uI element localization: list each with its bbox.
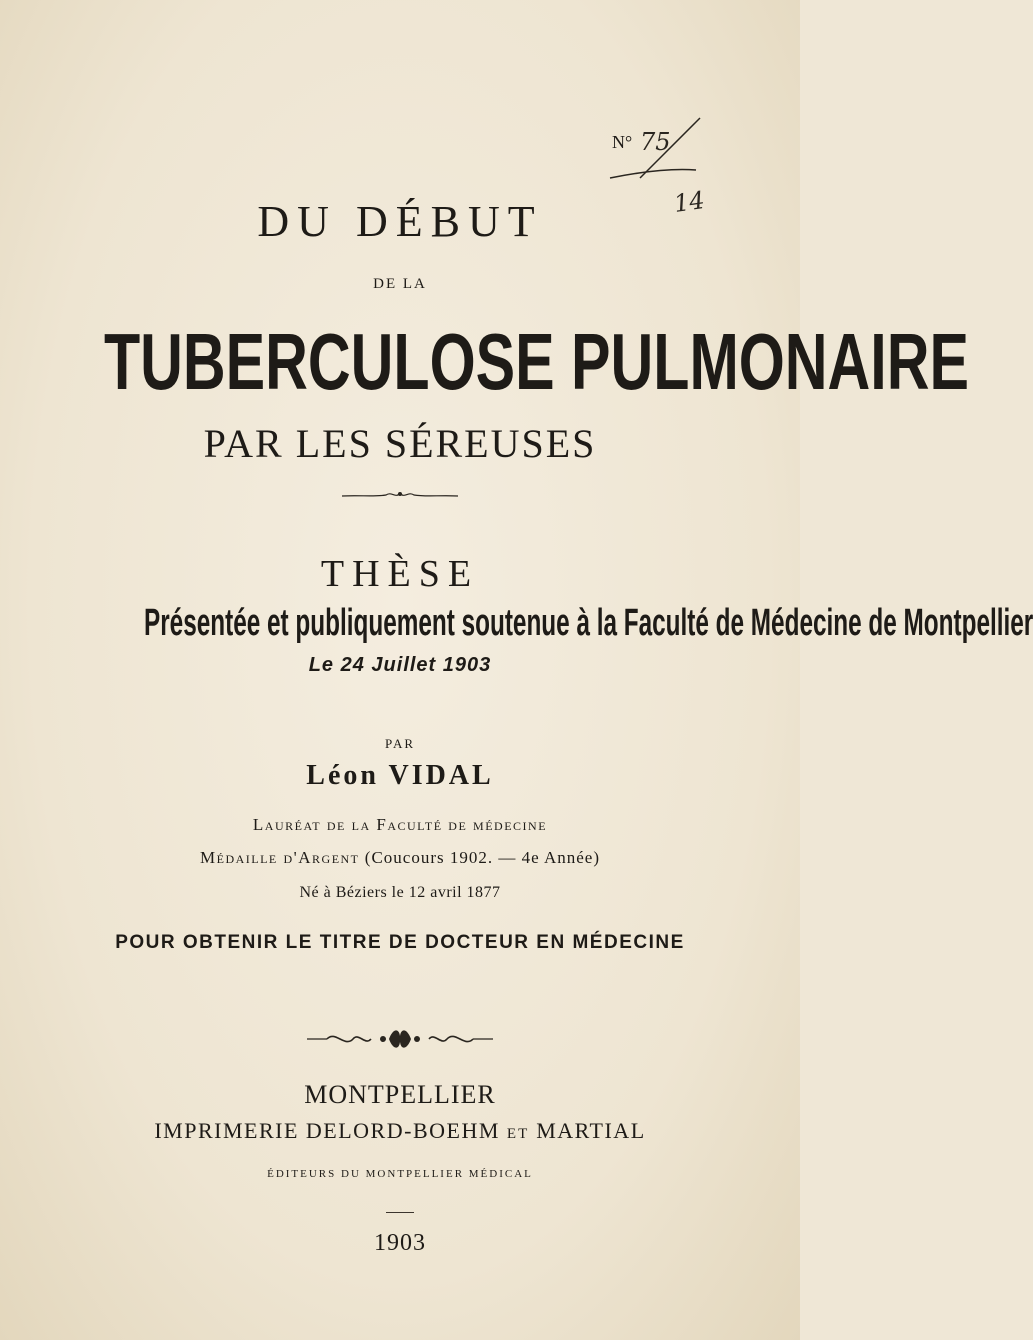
by-label: PAR (384, 736, 416, 751)
thesis-presented-line: Présentée et publiquement soutenue à la Faculté de Médecine de Montpellier (144, 602, 1033, 644)
medal-label: Médaille d'Argent (200, 848, 360, 867)
title-line-2: DE LA (373, 276, 427, 292)
inventory-number-label: N° (612, 132, 633, 152)
author-medal (0, 848, 800, 868)
handwritten-strokes (600, 112, 710, 192)
degree-purpose: POUR OBTENIR LE TITRE DE DOCTEUR EN MÉDECINE (115, 932, 685, 953)
title-main: TUBERCULOSE PULMONAIRE (104, 317, 969, 406)
handwritten-note: 14 (672, 186, 707, 218)
title-line-1: DU DÉBUT (257, 197, 543, 246)
title-subtitle: PAR LES SÉREUSES (203, 421, 597, 466)
author-laureat: Lauréat de la Faculté de médecine (252, 815, 548, 834)
printer-partner: MARTIAL (536, 1118, 646, 1143)
printer-name: IMPRIMERIE DELORD-BOEHM (154, 1118, 500, 1143)
fleuron-ornament (0, 1024, 800, 1059)
thesis-date: Le 24 Juillet 1903 (308, 654, 492, 676)
handwritten-number: 75 (640, 128, 671, 156)
printer-conjunction: ET (506, 1126, 530, 1142)
thesis-heading: THÈSE (320, 553, 480, 595)
publisher-city: MONTPELLIER (304, 1080, 496, 1109)
author-birth: Né à Béziers le 12 avril 1877 (299, 884, 501, 901)
publication-year: 1903 (374, 1230, 426, 1256)
publisher-editeurs: ÉDITEURS DU MONTPELLIER MÉDICAL (267, 1168, 533, 1180)
short-rule-divider (386, 1212, 414, 1213)
ornament-divider (0, 488, 800, 507)
medal-detail: (Coucours 1902. — 4e Année) (364, 848, 600, 867)
printer-line (0, 1118, 800, 1144)
author-name: Léon VIDAL (306, 760, 494, 791)
